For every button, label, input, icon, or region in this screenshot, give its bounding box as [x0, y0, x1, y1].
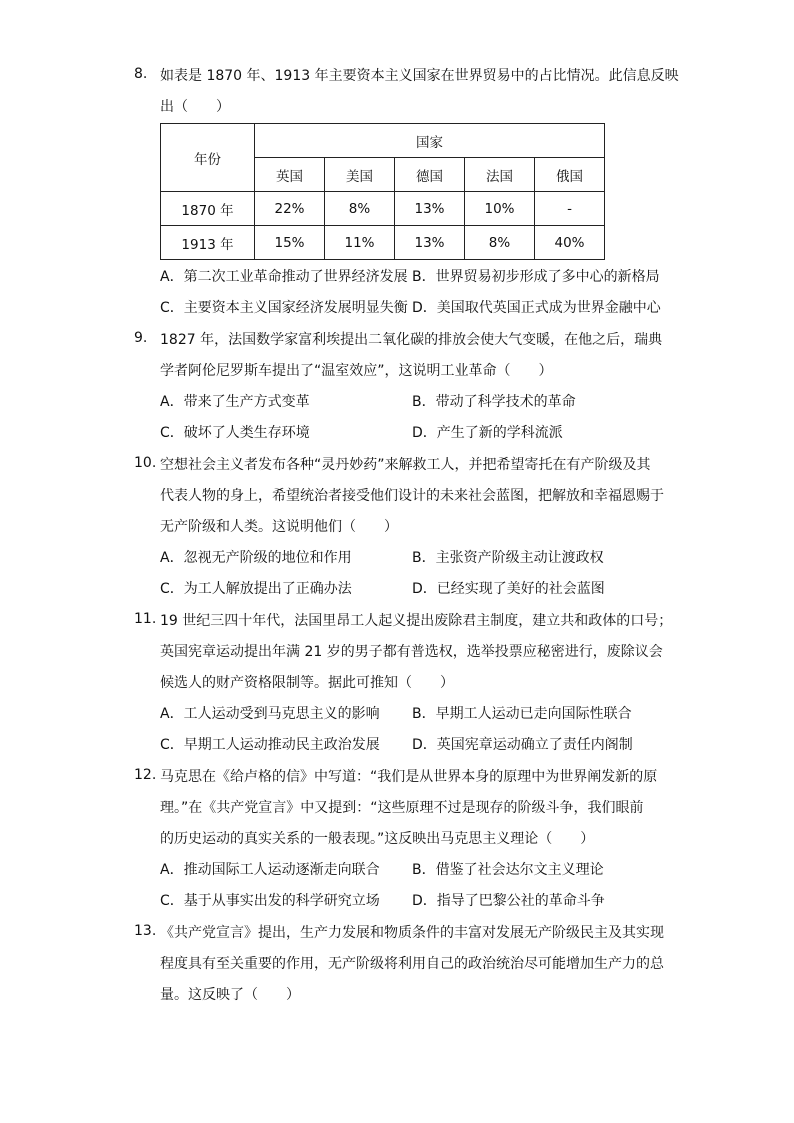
option-d[interactable]: D．英国宪章运动确立了责任内阁制	[412, 737, 633, 753]
question-number: 12.	[134, 767, 157, 783]
question-stem-line: 程度具有至关重要的作用，无产阶级将利用自己的政治统治尽可能增加生产力的总	[160, 956, 664, 972]
question-stem-line: 1827 年，法国数学家富利埃提出二氧化碳的排放会使大气变暖，在他之后，瑞典	[160, 332, 663, 348]
trade-share-table	[160, 123, 605, 260]
value-cell: 40%	[535, 226, 605, 260]
option-c[interactable]: C．主要资本主义国家经济发展明显失衡	[160, 300, 408, 316]
question-number: 13.	[134, 923, 157, 939]
value-cell: 13%	[395, 192, 465, 226]
question-stem-line: 出（ ）	[160, 99, 230, 115]
country-cell: 俄国	[535, 158, 605, 192]
value-cell: 10%	[465, 192, 535, 226]
question-stem-line: 代表人物的身上，希望统治者接受他们设计的未来社会蓝图，把解放和幸福恩赐于	[160, 488, 664, 504]
option-c[interactable]: C．早期工人运动推动民主政治发展	[160, 737, 380, 753]
question-number: 11.	[134, 611, 157, 627]
question-stem-line: 量。这反映了（ ）	[160, 987, 300, 1003]
value-cell: 22%	[255, 192, 325, 226]
table-row	[161, 226, 605, 260]
question-stem-line: 学者阿伦尼罗斯车提出了“温室效应”，这说明工业革命（ ）	[160, 363, 553, 379]
question-number: 10.	[134, 455, 157, 471]
question-stem-line: 19 世纪三四十年代，法国里昂工人起义提出废除君主制度，建立共和政体的口号；	[160, 613, 673, 629]
question-stem-line: 空想社会主义者发布各种“灵丹妙药”来解救工人，并把希望寄托在有产阶级及其	[160, 457, 651, 473]
option-d[interactable]: D．已经实现了美好的社会蓝图	[412, 581, 605, 597]
option-b[interactable]: B．世界贸易初步形成了多中心的新格局	[412, 269, 660, 285]
option-a[interactable]: A．推动国际工人运动逐渐走向联合	[160, 862, 380, 878]
option-d[interactable]: D．美国取代英国正式成为世界金融中心	[412, 300, 661, 316]
option-a[interactable]: A．工人运动受到马克思主义的影响	[160, 706, 380, 722]
option-c[interactable]: C．为工人解放提出了正确办法	[160, 581, 352, 597]
year-cell: 1870 年	[161, 192, 255, 226]
option-c[interactable]: C．基于从事实出发的科学研究立场	[160, 893, 380, 909]
year-header-cell: 年份	[161, 124, 255, 192]
option-d[interactable]: D．产生了新的学科流派	[412, 425, 563, 441]
country-cell: 英国	[255, 158, 325, 192]
option-b[interactable]: B．借鉴了社会达尔文主义理论	[412, 862, 604, 878]
table-row	[161, 192, 605, 226]
country-cell: 德国	[395, 158, 465, 192]
question-stem-line: 马克思在《给卢格的信》中写道：“我们是从世界本身的原理中为世界阐发新的原	[160, 769, 658, 785]
option-a[interactable]: A．忽视无产阶级的地位和作用	[160, 550, 352, 566]
value-cell: -	[535, 192, 605, 226]
value-cell: 8%	[465, 226, 535, 260]
country-cell: 美国	[325, 158, 395, 192]
question-stem-line: 无产阶级和人类。这说明他们（ ）	[160, 519, 398, 535]
country-header-cell: 国家	[255, 124, 605, 158]
option-a[interactable]: A．带来了生产方式变革	[160, 394, 310, 410]
question-stem-line: 如表是 1870 年、1913 年主要资本主义国家在世界贸易中的占比情况。此信息反映	[160, 68, 679, 84]
option-d[interactable]: D．指导了巴黎公社的革命斗争	[412, 893, 605, 909]
value-cell: 8%	[325, 192, 395, 226]
option-a[interactable]: A．第二次工业革命推动了世界经济发展	[160, 269, 408, 285]
question-stem-line: 的历史运动的真实关系的一般表现。”这反映出马克思主义理论（ ）	[160, 831, 595, 847]
value-cell: 15%	[255, 226, 325, 260]
question-stem-line: 《共产党宣言》提出，生产力发展和物质条件的丰富对发展无产阶级民主及其实现	[160, 925, 664, 941]
value-cell: 11%	[325, 226, 395, 260]
option-b[interactable]: B．主张资产阶级主动让渡政权	[412, 550, 604, 566]
question-stem-line: 英国宪章运动提出年满 21 岁的男子都有普选权，选举投票应秘密进行，废除议会	[160, 644, 663, 660]
option-b[interactable]: B．带动了科学技术的革命	[412, 394, 576, 410]
country-cell: 法国	[465, 158, 535, 192]
question-number: 9.	[134, 330, 148, 346]
question-stem-line: 候选人的财产资格限制等。据此可推知（ ）	[160, 675, 454, 691]
option-b[interactable]: B．早期工人运动已走向国际性联合	[412, 706, 632, 722]
option-c[interactable]: C．破坏了人类生存环境	[160, 425, 310, 441]
question-number: 8.	[134, 66, 148, 82]
question-stem-line: 理。”在《共产党宣言》中又提到：“这些原理不过是现存的阶级斗争，我们眼前	[160, 800, 644, 816]
year-cell: 1913 年	[161, 226, 255, 260]
value-cell: 13%	[395, 226, 465, 260]
